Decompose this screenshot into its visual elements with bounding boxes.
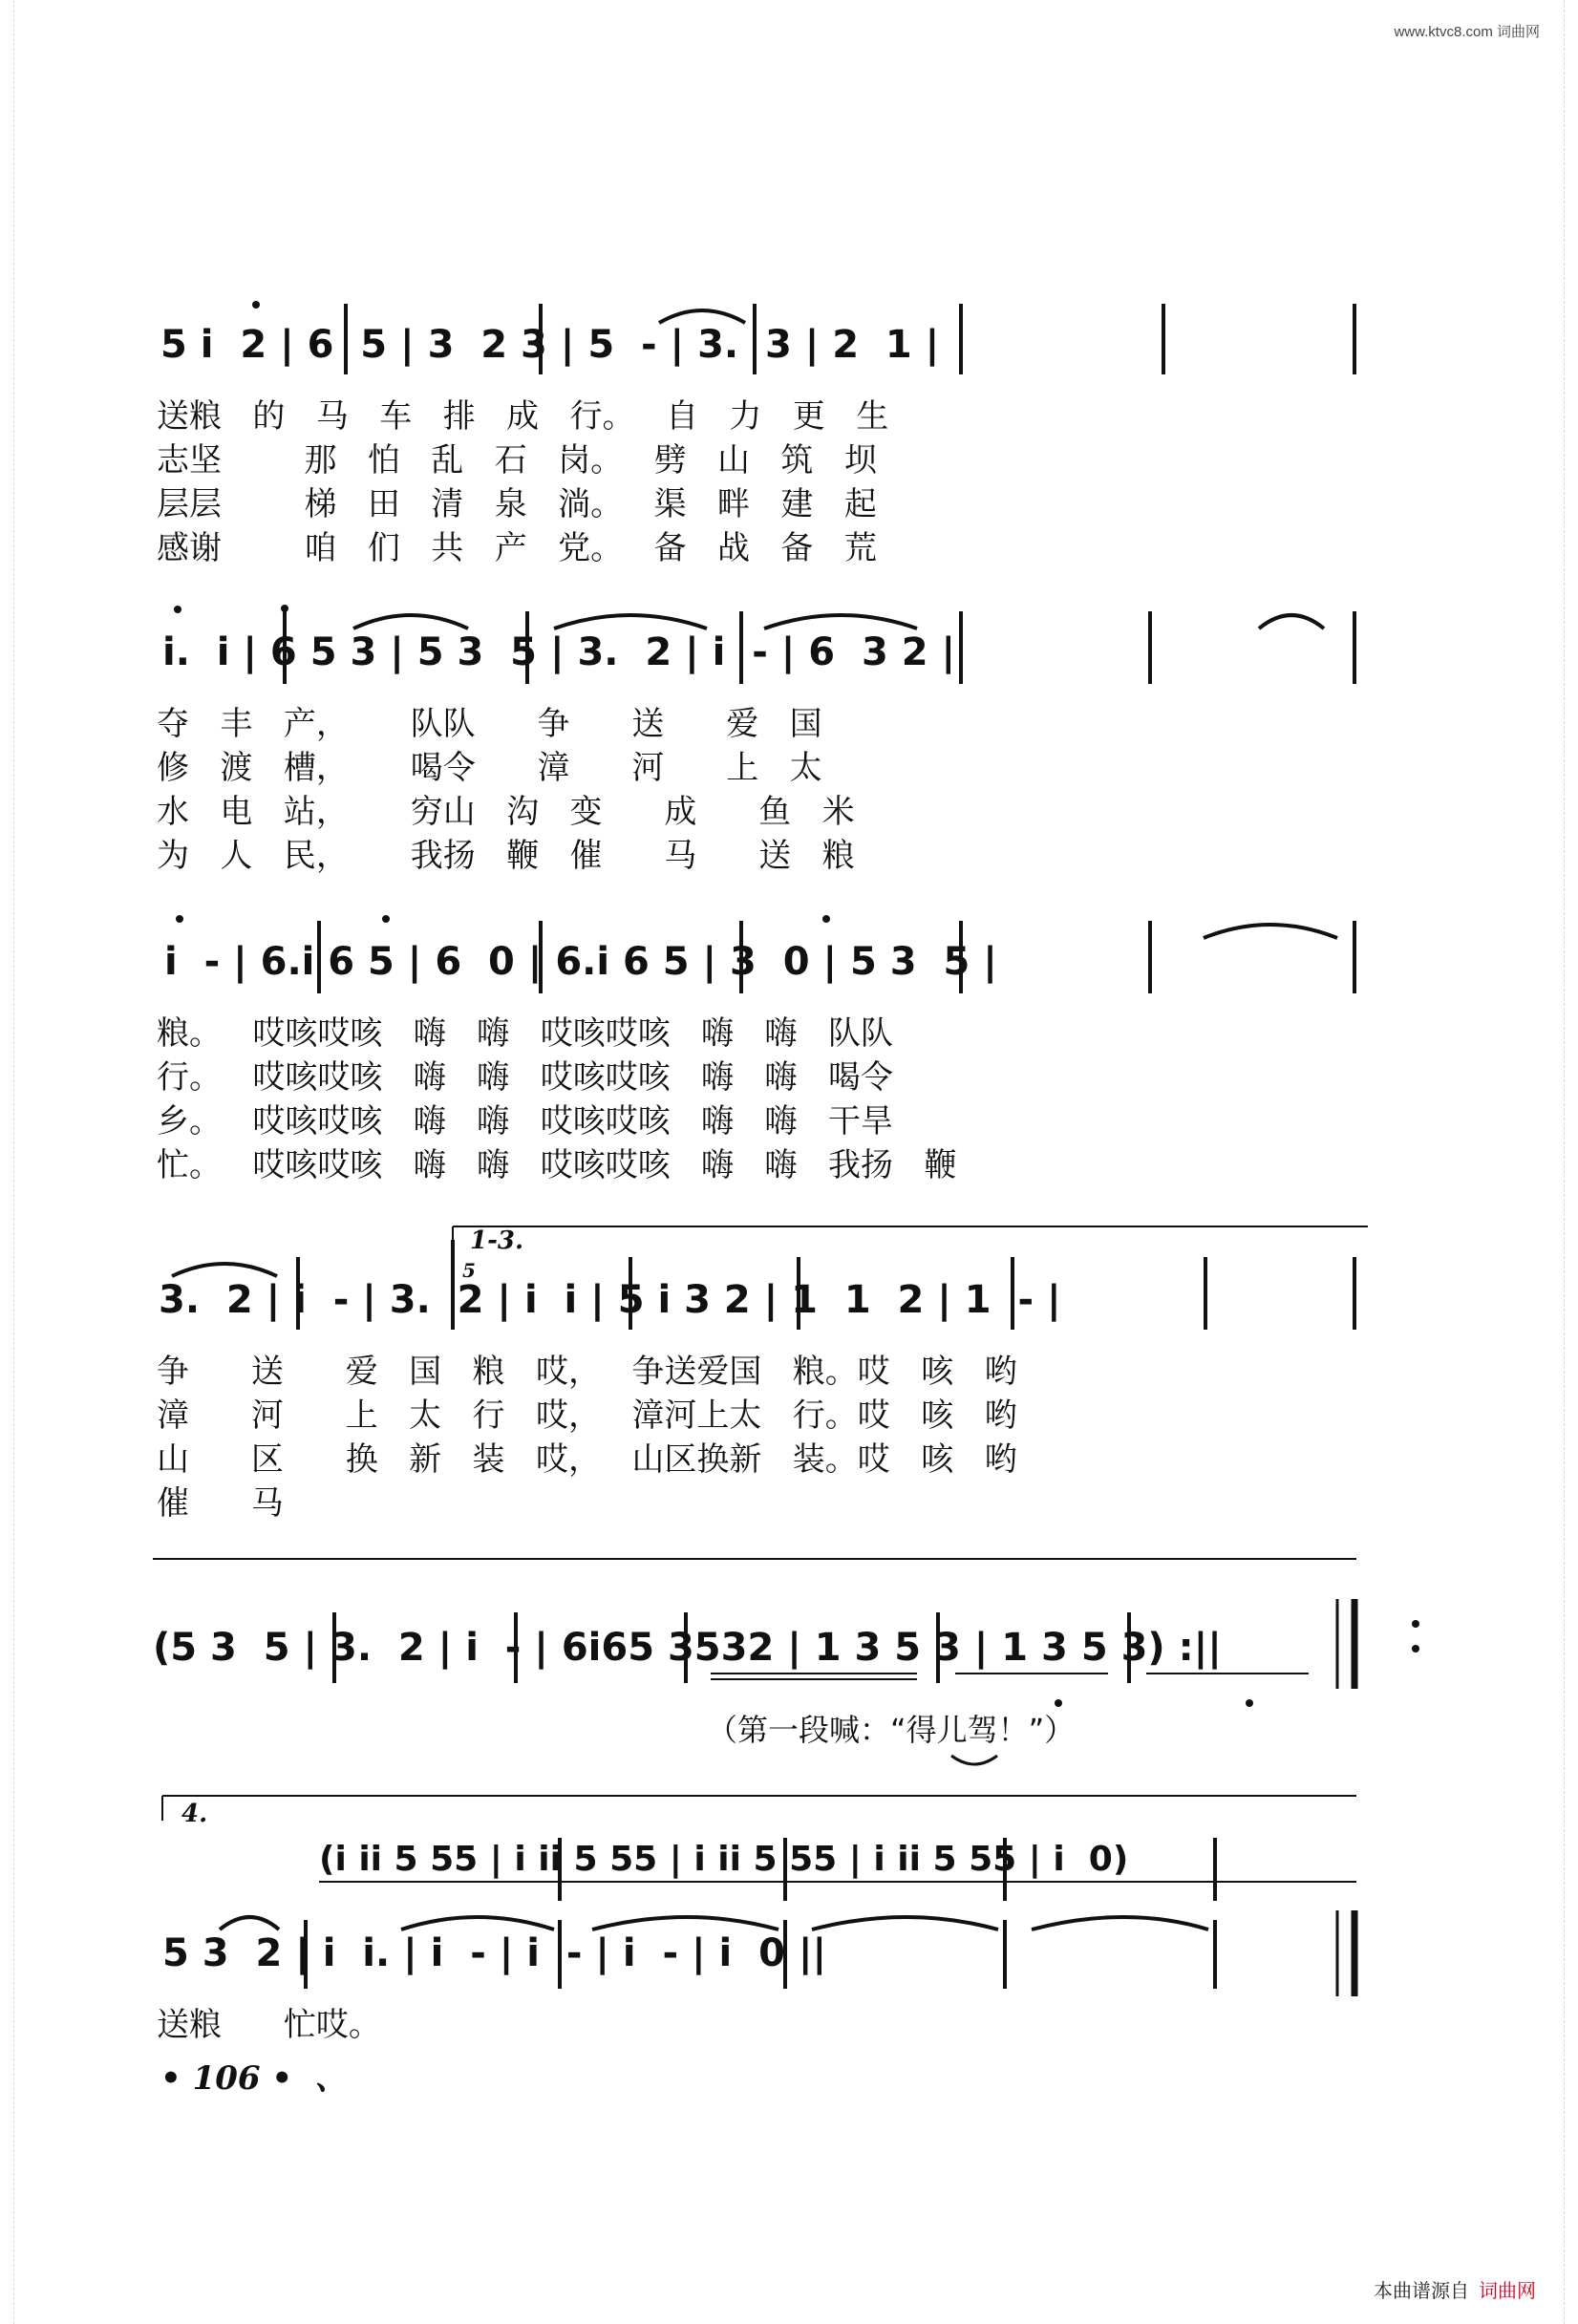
system-3-lyric-4: 忙。 哎咳哎咳 嗨 嗨 哎咳哎咳 嗨 嗨 我扬 鞭: [157, 1146, 957, 1184]
ending-lyric: 送粮 忙哎。: [157, 2006, 381, 2044]
system-4-notation: 3. 2 | i - | 3. 2 | i i | 5 i 3 2 | 1 1 2 | 1 - |: [159, 1278, 1061, 1322]
footer-brand-link[interactable]: 词曲网: [1479, 2281, 1536, 2302]
shout-note: （第一段喊：“得儿驾！”）: [707, 1712, 1076, 1748]
ending-upper-notation: (i ii 5 55 | i ii 5 55 | i ii 5 55 | i ii 5 55 | i 0): [319, 1840, 1129, 1879]
grace-note: 5: [462, 1259, 476, 1282]
interlude-notation: (5 3 5 | 3. 2 | i - | 6i65 3532 | 1 3 5 3 | 1 3 5 3) :||: [153, 1626, 1222, 1670]
volta-1-3-label: 1-3.: [470, 1226, 524, 1255]
system-1-notation: 5 i 2 | 6 5 | 3 2 3 | 5 - | 3. 3 | 2 1 |: [160, 323, 940, 367]
system-4-lyric-3: 山 区 换 新 装 哎， 山区换新 装。哎 咳 哟: [157, 1440, 1017, 1479]
footer-text: 本曲谱源自: [1374, 2281, 1469, 2302]
system-2-lyric-2: 修 渡 槽， 喝令 漳 河 上 太: [157, 749, 822, 787]
system-1-lyric-2: 志坚 那 怕 乱 石 岗。 劈 山 筑 坝: [157, 441, 877, 480]
footer-source: [1374, 2275, 1536, 2303]
system-2-lyric-1: 夺 丰 产， 队队 争 送 爱 国: [157, 705, 822, 743]
system-2-notation: i. i | 6 5 3 | 5 3 5 | 3. 2 | i - | 6 3 2 |: [162, 630, 956, 674]
system-1-lyric-4: 感谢 咱 们 共 产 党。 备 战 备 荒: [157, 529, 877, 567]
system-4-lyric-4: 催 马: [157, 1484, 284, 1523]
system-3-lyric-3: 乡。 哎咳哎咳 嗨 嗨 哎咳哎咳 嗨 嗨 干旱: [157, 1102, 893, 1141]
system-4-lyric-2: 漳 河 上 太 行 哎， 漳河上太 行。哎 咳 哟: [157, 1397, 1017, 1435]
site-url: www.ktvc8.com 词曲网: [1394, 24, 1540, 40]
system-2-lyric-4: 为 人 民， 我扬 鞭 催 马 送 粮: [157, 837, 855, 875]
volta-4-label: 4.: [181, 1800, 208, 1828]
system-4-lyric-1: 争 送 爱 国 粮 哎， 争送爱国 粮。哎 咳 哟: [157, 1353, 1017, 1391]
system-1-lyric-1: 送粮 的 马 车 排 成 行。 自 力 更 生: [157, 397, 889, 436]
ending-lower-notation: 5 3 2 | i i. | i - | i - | i - | i 0 ||: [162, 1931, 827, 1975]
system-3-notation: i - | 6.i 6 5 | 6 0 | 6.i 6 5 | 3 0 | 5 3 5 |: [164, 940, 997, 984]
system-1-lyric-3: 层层 梯 田 清 泉 淌。 渠 畔 建 起: [157, 485, 877, 523]
system-3-lyric-1: 粮。 哎咳哎咳 嗨 嗨 哎咳哎咳 嗨 嗨 队队: [157, 1014, 893, 1053]
system-2-lyric-3: 水 电 站， 穷山 沟 变 成 鱼 米: [157, 793, 855, 831]
page-number: • 106 • 、: [160, 2059, 348, 2098]
system-3-lyric-2: 行。 哎咳哎咳 嗨 嗨 哎咳哎咳 嗨 嗨 喝令: [157, 1058, 893, 1097]
